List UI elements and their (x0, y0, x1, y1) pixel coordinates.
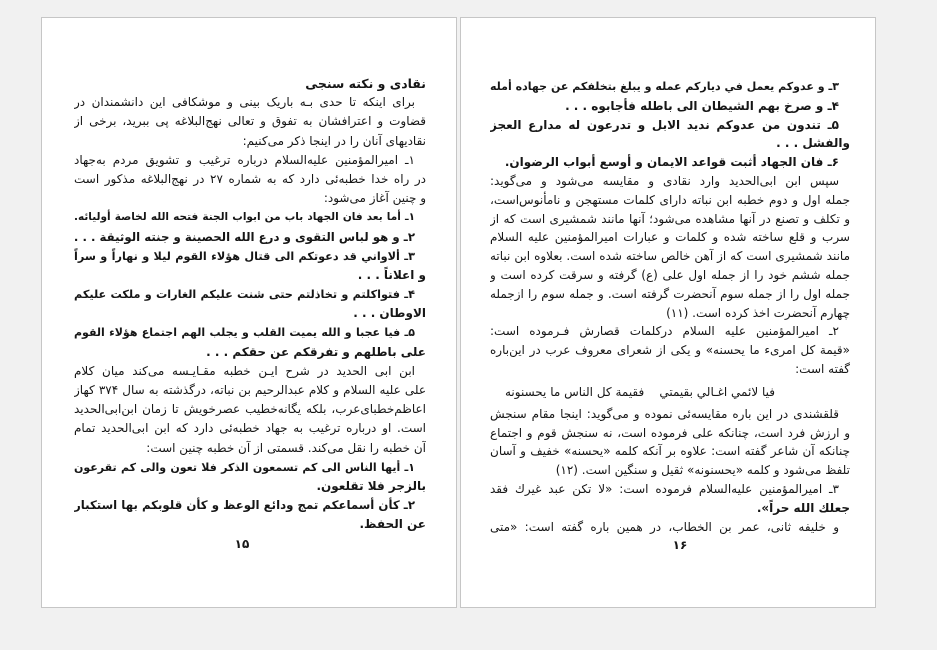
text-line: مانند شمشیری است که از آهن خالص ساخته شده است. بعلاوه ابن نباته (490, 249, 850, 264)
quote-line: ۴ـ و صرخ بهم الشيطان الى باطله فأجابوه . . . (565, 98, 839, 113)
text-line: سپس ابن ابی‌الحدید وارد نقادی و مقایسه می‌شود و می‌گوید: (490, 173, 839, 188)
text-line: و خلیفه ثانی، عمر بن الخطاب، در همین باره گفته است: «متی (490, 519, 839, 534)
quote-line: ۶ـ فان الجهاد أثبت قواعد الايمان و أوسع أبواب الرضوان. (504, 155, 839, 170)
quote-line: و اعلاناً . . . (357, 267, 426, 282)
quote-line: بالزجر فلا تقلعون. (316, 478, 426, 493)
text-line: گفته است: (795, 361, 850, 376)
text-line: جمله اول و دوم خطبه ابن نباته دارای کلمات مستهجن و نامأنوس‌است، (490, 192, 850, 207)
text-line: تلفظ می‌شود و کلمه «یحسنونه» ثقیل و سنگین است. (۱۲) (555, 463, 850, 478)
text-line: جمله ششم خود را از جمله اول علی (ع) گرفته و سرقت کرده است و (490, 267, 850, 282)
quote-line: ۲ـ و هو لباس التقوى و درع الله الحصينة و جنته الوثيقة . . . (74, 229, 415, 244)
left-page (41, 17, 457, 608)
right-page-text (490, 78, 850, 555)
text-line: قلقشندی در این باره مقایسه‌ئی نموده و می‌گوید: اینجا مقام سنجش (490, 406, 839, 421)
text-line: ۲ـ امیرالمؤمنین علیه السلام درکلمات قصارش فـرموده است: (490, 324, 839, 339)
quote-line: والفشل . . . (776, 136, 850, 151)
text-line: و چنین آغاز می‌شود: (323, 191, 426, 206)
text-line: سرب و قلع ساخته شده و کلمات و عبارات امیرالمؤمنین علیه السلام (490, 230, 850, 245)
text-line: قضاوت و اعترافشان به تفوق و تعالی نهج‌البلاغه پی ببرید، برخی از (74, 114, 426, 129)
quote-line: الاوطان . . . (353, 306, 426, 321)
quote-line: ۱ـ أيها الناس الى كم تسمعون الذكر فلا تعون والى كم تقرعون (74, 460, 415, 474)
page-number: ۱۶ (672, 538, 688, 553)
text-line: چهارم آنحضرت اخذ کرده است. (۱۱) (666, 305, 850, 320)
text-line: برای اینکه تا حدی بـه باریک بینی و موشکافی این دانشمندان در (74, 95, 415, 110)
text-line: آن خطبه را نقل می‌کند. قسمتی از آن خطبه چنین است: (146, 440, 426, 455)
text-line: چنانکه آن شاعر گفته است: علاوه بر آنکه کلمه «یحسنه» خفیف و آسان (490, 444, 850, 459)
quote-line: جعلك الله حراً». (756, 500, 850, 515)
text-line: و تکلف و تصنع در آنها مشاهده می‌شود؛ آنها مانند شمشیری است که از (490, 211, 850, 226)
text-line: جمله اول را از جمله سوم آنحضرت گرفته است. و جمله سوم را ازجمله (490, 286, 850, 301)
quote-line: ۵ـ تندون من عدوكم نديد الابل و تدرعون له مدارع العجز (490, 117, 839, 132)
right-page (460, 17, 876, 608)
quote-line: ۲ـ كأن أسماعكم تمج ودائع الوعظ و كأن قلوبكم بها استكبار (74, 498, 415, 513)
text-line: ۳ـ امیرالمؤمنین علیه‌السلام فرموده است: «لا تكن عبد غيرك فقد (490, 481, 839, 496)
poem-verse (490, 379, 850, 405)
text-line: ابن ابی الحدید در شرح ایـن خطبه مقـایـسه می‌کند میان کلام (74, 363, 415, 378)
page-number: ۱۵ (234, 536, 250, 551)
quote-line: عن الحفظ. (359, 517, 426, 532)
text-line: نقادیهای آنان را در اینجا ذکر می‌کنیم: (242, 133, 426, 148)
text-line: در راه خدا خطبه‌ئی دارد که به شماره ۲۷ در نهج‌البلاغه مذکور است (74, 171, 426, 186)
text-line: علی علیه السلام و کلام عبدالرحیم بن نباته، درگذشته به سال ۳۷۴ کهاز (74, 383, 426, 397)
text-line: ۱ـ امیرالمؤمنین علیه‌السلام درباره ترغیب و تشویق مردم به‌جهاد (74, 152, 415, 167)
left-page-text (74, 74, 426, 554)
text-line: و ارزش فرد است، چنانکه علی فرموده است، نه سنجش قوم و اجتماع (490, 425, 850, 440)
quote-line: ۳ـ ألاواني قد دعوتكم الى قتال هؤلاء القوم ليلا و نهاراً و سراً (74, 249, 415, 263)
text-line: «قيمة كل امرىء ما يحسنه» و یکی از شعرای معروف عرب در این‌باره (490, 343, 850, 358)
text-line: اعاظم‌خطبای‌عرب، بلکه یگانه‌خطیب عصرخویش تا زمان ابن‌ابی‌الحدید (74, 402, 426, 417)
quote-line: ۴ـ فتواكلتم و تخاذلتم حتى شنت عليكم الغارات و ملكت عليكم (74, 288, 415, 302)
quote-line: ۱ـ أما بعد فان الجهاد باب من ابواب الجنة فتحه الله لخاصة أوليائه. (74, 211, 415, 224)
first-hemistich: فيا لائمي اغـالي بقيمتي (659, 384, 775, 399)
quote-line: ۵ـ فيا عجبا و الله يميت القلب و يجلب الهم اجتماع هؤلاء القوم (74, 326, 415, 340)
section-title: نقادی و نکته سنجی (305, 76, 426, 91)
quote-line: ۳ـ و عدوكم يعمل في دياركم عمله و يبلغ بتخلفكم عن جهاده أمله (490, 80, 839, 93)
text-line: است. او درباره ترغیب به جهاد خطبه‌ئی دارد که ابن ابی‌الحدید تمام (74, 421, 426, 436)
second-hemistich: فقيمة كل الناس ما يحسنونه (505, 384, 645, 399)
quote-line: على باطلهم و تفرقكم عن حقكم . . . (206, 344, 426, 359)
